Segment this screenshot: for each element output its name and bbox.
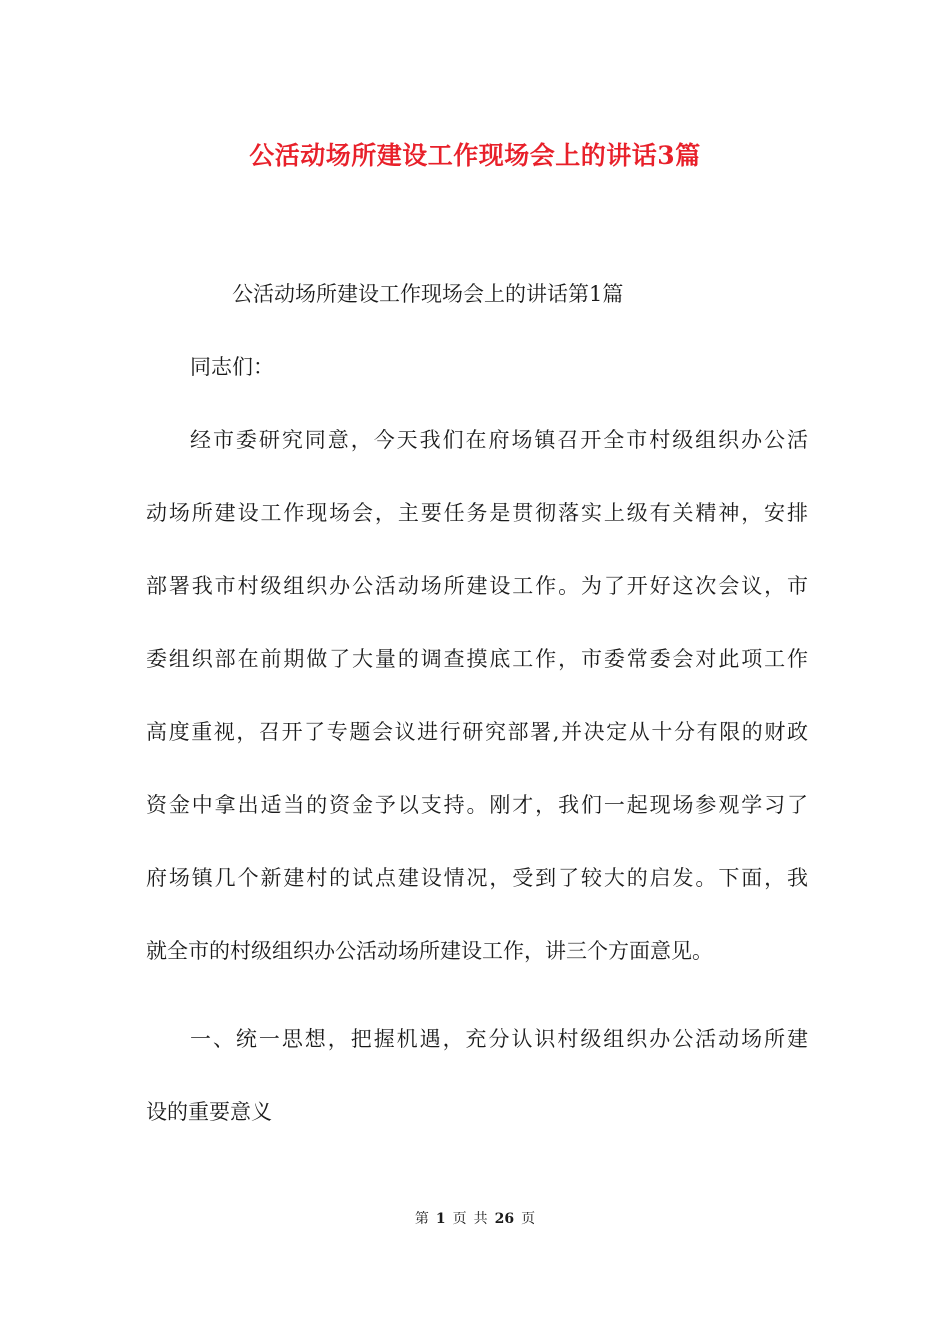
paragraph-line: 设的重要意义 (146, 1100, 272, 1124)
paragraph-line: 委组织部在前期做了大量的调查摸底工作，市委常委会对此项工作 (146, 647, 808, 671)
paragraph-line: 一、统一思想，把握机遇，充分认识村级组织办公活动场所建 (190, 1027, 808, 1051)
current-page-number: 1 (435, 1211, 446, 1227)
document-title: 公活动场所建设工作现场会上的讲话3篇 (249, 141, 701, 170)
total-pages-number: 26 (494, 1211, 515, 1227)
paragraph-line: 经市委研究同意，今天我们在府场镇召开全市村级组织办公活 (190, 428, 808, 452)
footer-total-word: 共 (473, 1211, 488, 1227)
paragraph-line: 动场所建设工作现场会，主要任务是贯彻落实上级有关精神，安排 (146, 501, 808, 525)
footer-prefix: 第 (414, 1211, 429, 1227)
paragraph-line: 高度重视，召开了专题会议进行研究部署,并决定从十分有限的财政 (146, 720, 808, 744)
footer-page-word: 页 (452, 1211, 467, 1227)
paragraph-line: 部署我市村级组织办公活动场所建设工作。为了开好这次会议，市 (146, 574, 808, 598)
paragraph-line: 府场镇几个新建村的试点建设情况，受到了较大的启发。下面，我 (146, 866, 808, 890)
section-heading: 公活动场所建设工作现场会上的讲话第1篇 (232, 282, 624, 306)
salutation: 同志们： (190, 355, 274, 379)
footer-suffix: 页 (521, 1211, 536, 1227)
paragraph-line: 就全市的村级组织办公活动场所建设工作，讲三个方面意见。 (146, 939, 713, 963)
paragraph-line: 资金中拿出适当的资金予以支持。刚才，我们一起现场参观学习了 (146, 793, 808, 817)
page-footer (0, 1208, 950, 1230)
